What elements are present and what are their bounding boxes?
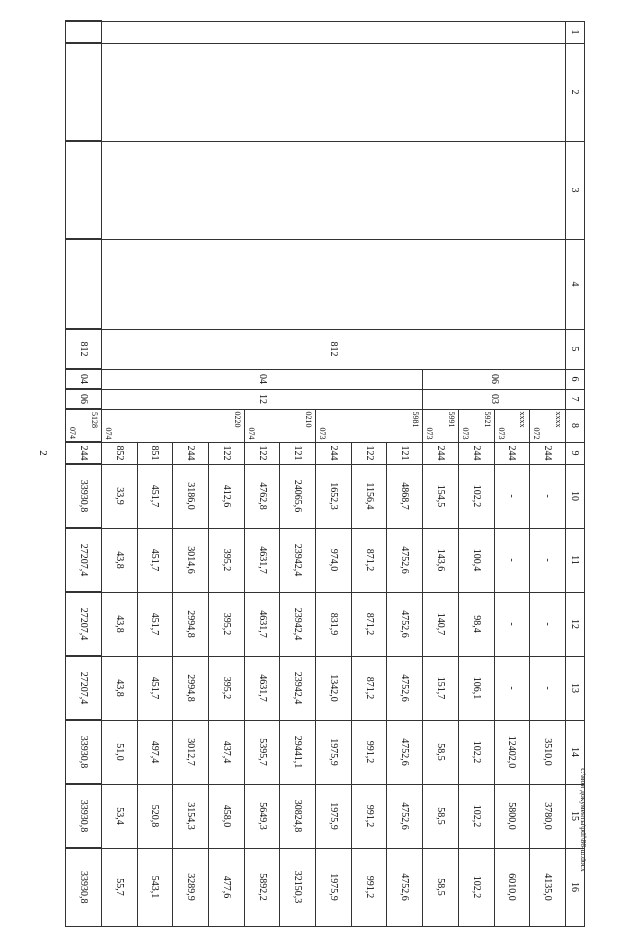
value-cell-col10: 1156,4 — [351, 464, 387, 528]
expense-type-cell: 244 — [530, 442, 566, 464]
value-cell-col13: 871,2 — [351, 656, 387, 720]
value-cell-col13: 23942,4 — [280, 656, 316, 720]
col-num-13: 13 — [566, 656, 585, 720]
footer-file-path: c:\мои документы\pdf\86-ш.docx — [579, 768, 588, 872]
col-num-2: 2 — [566, 43, 585, 141]
value-cell-col13: 1342,0 — [316, 656, 352, 720]
col-num-8: 8 — [566, 409, 585, 442]
budget-table — [65, 20, 585, 927]
code-item: 073 — [425, 427, 435, 440]
expense-type-cell: 244 — [458, 442, 494, 464]
value-cell-col12: - — [494, 592, 530, 656]
total-value-col11: 27207,4 — [66, 528, 102, 592]
code-item: 074 — [103, 427, 113, 440]
value-cell-col15: 58,5 — [423, 784, 459, 848]
value-cell-col15: 1975,9 — [316, 784, 352, 848]
value-cell-col16: 4752,6 — [387, 848, 423, 926]
value-cell-col12: 23942,4 — [280, 592, 316, 656]
col-num-9: 9 — [566, 442, 585, 464]
value-cell-col15: 53,4 — [101, 784, 137, 848]
code-cell-c_5921 — [458, 409, 494, 442]
value-cell-col14: 12402,0 — [494, 720, 530, 784]
value-cell-col15: 5800,0 — [494, 784, 530, 848]
value-cell-col11: 974,0 — [316, 528, 352, 592]
value-cell-col16: 32150,3 — [280, 848, 316, 926]
value-cell-col13: - — [494, 656, 530, 720]
value-cell-col15: 102,2 — [458, 784, 494, 848]
table-body — [66, 21, 585, 926]
value-cell-col14: 991,2 — [351, 720, 387, 784]
code-cell-c_xxxx1 — [530, 409, 566, 442]
value-cell-col12: 831,9 — [316, 592, 352, 656]
value-cell-col15: 5649,3 — [244, 784, 280, 848]
total-col5: 812 — [66, 329, 102, 369]
col2-cell — [101, 43, 565, 141]
value-cell-col16: 6010,0 — [494, 848, 530, 926]
col-num-15: 15 — [566, 784, 585, 848]
value-cell-col15: 520,8 — [137, 784, 173, 848]
value-cell-col11: 4752,6 — [387, 528, 423, 592]
value-cell-col14: 3012,7 — [173, 720, 209, 784]
col-num-3: 3 — [566, 141, 585, 239]
col1-cell — [101, 21, 565, 43]
value-cell-col11: 395,2 — [208, 528, 244, 592]
value-cell-col12: - — [530, 592, 566, 656]
value-cell-col14: 5395,7 — [244, 720, 280, 784]
value-cell-col11: 871,2 — [351, 528, 387, 592]
value-cell-col13: 395,2 — [208, 656, 244, 720]
col6-group-06: 06 — [423, 369, 566, 389]
total-value-col14: 33930,8 — [66, 720, 102, 784]
expense-type-cell: 852 — [101, 442, 137, 464]
col7-group-12: 12 — [101, 389, 422, 409]
expense-type-cell: 122 — [351, 442, 387, 464]
code-item: 074 — [246, 427, 256, 440]
value-cell-col12: 43,8 — [101, 592, 137, 656]
value-cell-col10: 154,5 — [423, 464, 459, 528]
col-num-4: 4 — [566, 239, 585, 329]
value-cell-col12: 395,2 — [208, 592, 244, 656]
code-subitem: 0210 — [304, 411, 314, 428]
total-col6: 04 — [66, 369, 102, 389]
value-cell-col10: - — [494, 464, 530, 528]
value-cell-col10: 4868,7 — [387, 464, 423, 528]
col-num-14: 14 — [566, 720, 585, 784]
value-cell-col13: 43,8 — [101, 656, 137, 720]
value-cell-col16: 102,2 — [458, 848, 494, 926]
code-cell-c_0220 — [101, 409, 244, 442]
total-col7: 06 — [66, 389, 102, 409]
value-cell-col15: 3780,0 — [530, 784, 566, 848]
value-cell-col14: 102,2 — [458, 720, 494, 784]
value-cell-col15: 30824,8 — [280, 784, 316, 848]
value-cell-col12: 871,2 — [351, 592, 387, 656]
code-cell-c_5991 — [423, 409, 459, 442]
value-cell-col13: - — [530, 656, 566, 720]
col3-cell — [101, 141, 565, 239]
value-cell-col14: 58,5 — [423, 720, 459, 784]
expense-type-cell: 121 — [387, 442, 423, 464]
expense-type-cell: 121 — [280, 442, 316, 464]
expense-type-cell: 244 — [316, 442, 352, 464]
expense-type-cell: 244 — [173, 442, 209, 464]
code-item: 073 — [318, 427, 328, 440]
value-cell-col12: 4631,7 — [244, 592, 280, 656]
value-cell-col10: 33,9 — [101, 464, 137, 528]
col-num-11: 11 — [566, 528, 585, 592]
value-cell-col13: 151,7 — [423, 656, 459, 720]
code-item: 072 — [532, 427, 542, 440]
expense-type-cell: 851 — [137, 442, 173, 464]
rotated-sheet — [65, 20, 585, 904]
expense-type-cell: 244 — [494, 442, 530, 464]
value-cell-col14: 29441,1 — [280, 720, 316, 784]
header-row — [566, 21, 585, 926]
value-cell-col10: 1652,3 — [316, 464, 352, 528]
value-cell-col15: 3154,3 — [173, 784, 209, 848]
total-code-cell — [66, 409, 102, 442]
code-subitem: 5921 — [482, 411, 492, 428]
value-cell-col14: 437,4 — [208, 720, 244, 784]
col6-group-04: 04 — [101, 369, 422, 389]
page-number: 2 — [37, 450, 49, 456]
total-value-col16: 33930,8 — [66, 848, 102, 926]
table-row — [530, 21, 566, 926]
value-cell-col14: 4752,6 — [387, 720, 423, 784]
value-cell-col13: 106,1 — [458, 656, 494, 720]
expense-type-cell: 122 — [244, 442, 280, 464]
value-cell-col11: 143,6 — [423, 528, 459, 592]
value-cell-col16: 477,6 — [208, 848, 244, 926]
col-num-10: 10 — [566, 464, 585, 528]
value-cell-col13: 2994,8 — [173, 656, 209, 720]
total-col4 — [66, 239, 102, 329]
total-expense-type: 244 — [66, 442, 102, 464]
col5-cell: 812 — [101, 329, 565, 369]
total-value-col12: 27207,4 — [66, 592, 102, 656]
table-stage — [65, 20, 585, 904]
value-cell-col13: 4631,7 — [244, 656, 280, 720]
value-cell-col10: 412,6 — [208, 464, 244, 528]
code-cell-c_xxxx2 — [494, 409, 530, 442]
code-subitem: 0220 — [232, 411, 242, 428]
code-item: 073 — [496, 427, 506, 440]
col-num-5: 5 — [566, 329, 585, 369]
total-row — [66, 21, 102, 926]
value-cell-col14: 51,0 — [101, 720, 137, 784]
col-num-7: 7 — [566, 389, 585, 409]
value-cell-col14: 497,4 — [137, 720, 173, 784]
value-cell-col12: 140,7 — [423, 592, 459, 656]
total-col3 — [66, 141, 102, 239]
expense-type-cell: 244 — [423, 442, 459, 464]
value-cell-col12: 98,4 — [458, 592, 494, 656]
code-subitem: xxxx — [554, 411, 563, 428]
value-cell-col11: - — [494, 528, 530, 592]
col-num-12: 12 — [566, 592, 585, 656]
total-value-col13: 27207,4 — [66, 656, 102, 720]
value-cell-col16: 55,7 — [101, 848, 137, 926]
value-cell-col15: 991,2 — [351, 784, 387, 848]
code-cell-c_5981 — [316, 409, 423, 442]
value-cell-col16: 1975,9 — [316, 848, 352, 926]
value-cell-col16: 4135,0 — [530, 848, 566, 926]
value-cell-col10: 102,2 — [458, 464, 494, 528]
value-cell-col14: 1975,9 — [316, 720, 352, 784]
value-cell-col16: 58,5 — [423, 848, 459, 926]
value-cell-col11: 4631,7 — [244, 528, 280, 592]
value-cell-col16: 5892,2 — [244, 848, 280, 926]
value-cell-col11: 23942,4 — [280, 528, 316, 592]
value-cell-col16: 543,1 — [137, 848, 173, 926]
value-cell-col11: 100,4 — [458, 528, 494, 592]
value-cell-col15: 4752,6 — [387, 784, 423, 848]
value-cell-col11: 43,8 — [101, 528, 137, 592]
value-cell-col10: 4762,8 — [244, 464, 280, 528]
total-value-col15: 33930,8 — [66, 784, 102, 848]
value-cell-col13: 451,7 — [137, 656, 173, 720]
col7-group-03: 03 — [423, 389, 566, 409]
total-col1 — [66, 21, 102, 43]
value-cell-col12: 4752,6 — [387, 592, 423, 656]
code-subitem: 5991 — [446, 411, 456, 428]
value-cell-col10: 451,7 — [137, 464, 173, 528]
value-cell-col12: 2994,8 — [173, 592, 209, 656]
col-num-1: 1 — [566, 21, 585, 43]
value-cell-col10: 24065,6 — [280, 464, 316, 528]
code-subitem: 5981 — [411, 411, 421, 428]
col-num-6: 6 — [566, 369, 585, 389]
value-cell-col11: - — [530, 528, 566, 592]
value-cell-col16: 991,2 — [351, 848, 387, 926]
value-cell-col11: 3014,6 — [173, 528, 209, 592]
code-subitem: xxxx — [518, 411, 528, 428]
value-cell-col12: 451,7 — [137, 592, 173, 656]
expense-type-cell: 122 — [208, 442, 244, 464]
code-cell-c_0210 — [244, 409, 315, 442]
value-cell-col16: 3289,9 — [173, 848, 209, 926]
col-num-16: 16 — [566, 848, 585, 926]
code-subitem: 5128 — [89, 412, 99, 428]
code-item: 074 — [68, 427, 77, 439]
total-col2 — [66, 43, 102, 141]
value-cell-col13: 4752,6 — [387, 656, 423, 720]
value-cell-col10: 3186,0 — [173, 464, 209, 528]
value-cell-col11: 451,7 — [137, 528, 173, 592]
code-item: 073 — [460, 427, 470, 440]
col4-cell — [101, 239, 565, 329]
value-cell-col14: 3510,0 — [530, 720, 566, 784]
total-value-col10: 33930,8 — [66, 464, 102, 528]
value-cell-col15: 458,0 — [208, 784, 244, 848]
value-cell-col10: - — [530, 464, 566, 528]
